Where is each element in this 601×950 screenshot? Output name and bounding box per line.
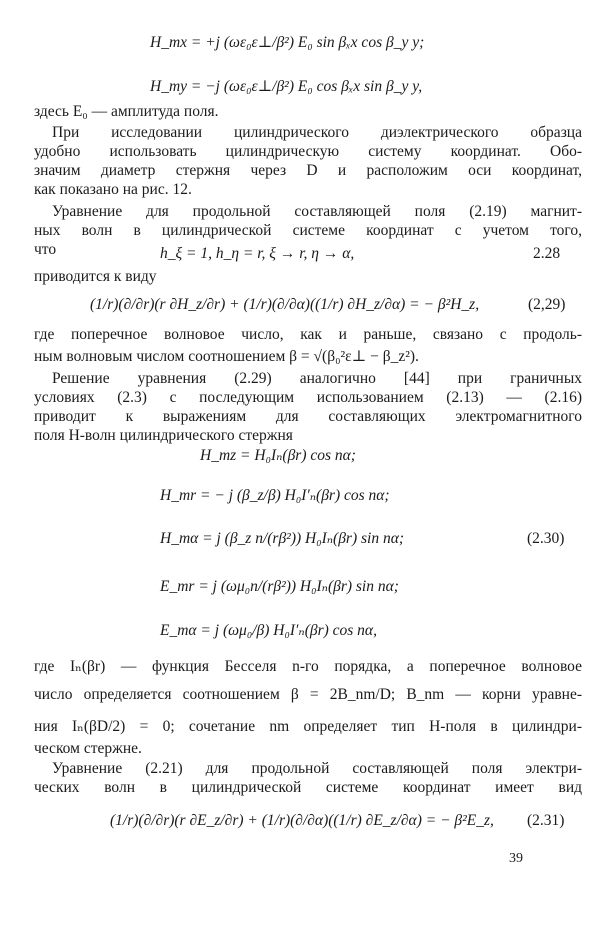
equation-hmy: H_my = −j (ωε₀ε⊥/β²) E₀ cos βₓx sin β_y y, bbox=[150, 78, 423, 95]
equation-number: 2.28 bbox=[533, 245, 561, 262]
equation-2-30-line: H_mr = − j (β_z/β) H₀I′ₙ(βr) cos nα; bbox=[160, 487, 390, 504]
text-line: поля H-волн цилиндрического стержня bbox=[34, 427, 293, 444]
equation-number: (2.30) bbox=[527, 530, 565, 547]
equation-2-31: (1/r)(∂/∂r)(r ∂E_z/∂r) + (1/r)(∂/∂α)((1/r) ∂E_z/∂α) = − β²E_z, bbox=[110, 812, 494, 829]
text-line: Решение уравнения (2.29) аналогично [44] при граничных bbox=[52, 370, 582, 387]
equation-hmx: H_mx = +j (ωε₀ε⊥/β²) E₀ sin βₓx cos β_y y; bbox=[150, 34, 425, 51]
text-line: Уравнение для продольной составляющей поля (2.19) магнит- bbox=[52, 203, 582, 220]
text-line: ных волн в цилиндрической системе координат с учетом того, bbox=[34, 222, 582, 239]
text-line: Уравнение (2.21) для продольной составляющей поля электри- bbox=[52, 760, 582, 777]
text-line: где Iₙ(βr) — функция Бесселя n-го порядка, а поперечное волновое bbox=[34, 658, 582, 675]
equation-2-30-line: E_mα = j (ωμ₀/β) H₀I′ₙ(βr) cos nα, bbox=[160, 622, 377, 639]
text-line: приводит к выражениям для составляющих электромагнитного bbox=[34, 408, 582, 425]
equation-2-30-line: H_mα = j (β_z n/(rβ²)) H₀Iₙ(βr) sin nα; bbox=[160, 530, 405, 547]
text-line: При исследовании цилиндрического диэлектрического образца bbox=[52, 124, 582, 141]
equation-number: (2,29) bbox=[528, 296, 566, 313]
text-line: ния Iₙ(βD/2) = 0; сочетание nm определяет тип H-поля в цилиндри- bbox=[34, 718, 582, 735]
text-line: условиях (2.3) с последующим использованием (2.13) — (2.16) bbox=[34, 389, 582, 406]
text-line: как показано на рис. 12. bbox=[34, 181, 192, 198]
text-line: где поперечное волновое число, как и раньше, связано с продоль- bbox=[34, 326, 582, 343]
text-line: ческих волн в цилиндрической системе координат имеет вид bbox=[34, 779, 582, 796]
text-line: ным волновым числом соотношением β = √(β₀²ε⊥ − β_z²). bbox=[34, 348, 419, 365]
text-line: что bbox=[34, 241, 57, 258]
equation-2-29: (1/r)(∂/∂r)(r ∂H_z/∂r) + (1/r)(∂/∂α)((1/r) ∂H_z/∂α) = − β²H_z, bbox=[90, 296, 480, 313]
equation-number: (2.31) bbox=[527, 812, 565, 829]
text-line: число определяется соотношением β = 2B_nm/D; B_nm — корни уравне- bbox=[34, 686, 582, 703]
text-line: удобно использовать цилиндрическую систему координат. Обо- bbox=[34, 143, 582, 160]
text-line: ческом стержне. bbox=[34, 740, 142, 757]
text-line: здесь E₀ — амплитуда поля. bbox=[34, 103, 219, 120]
text-line: значим диаметр стержня через D и расположим оси координат, bbox=[34, 162, 582, 179]
text-line: приводится к виду bbox=[34, 268, 157, 285]
equation-2-30-line: E_mr = j (ωμ₀n/(rβ²)) H₀Iₙ(βr) sin nα; bbox=[160, 578, 399, 595]
page-number: 39 bbox=[509, 851, 523, 866]
equation-2-30-line: H_mz = H₀Iₙ(βr) cos nα; bbox=[200, 447, 356, 464]
equation-2-28: h_ξ = 1, h_η = r, ξ → r, η → α, bbox=[160, 245, 355, 262]
